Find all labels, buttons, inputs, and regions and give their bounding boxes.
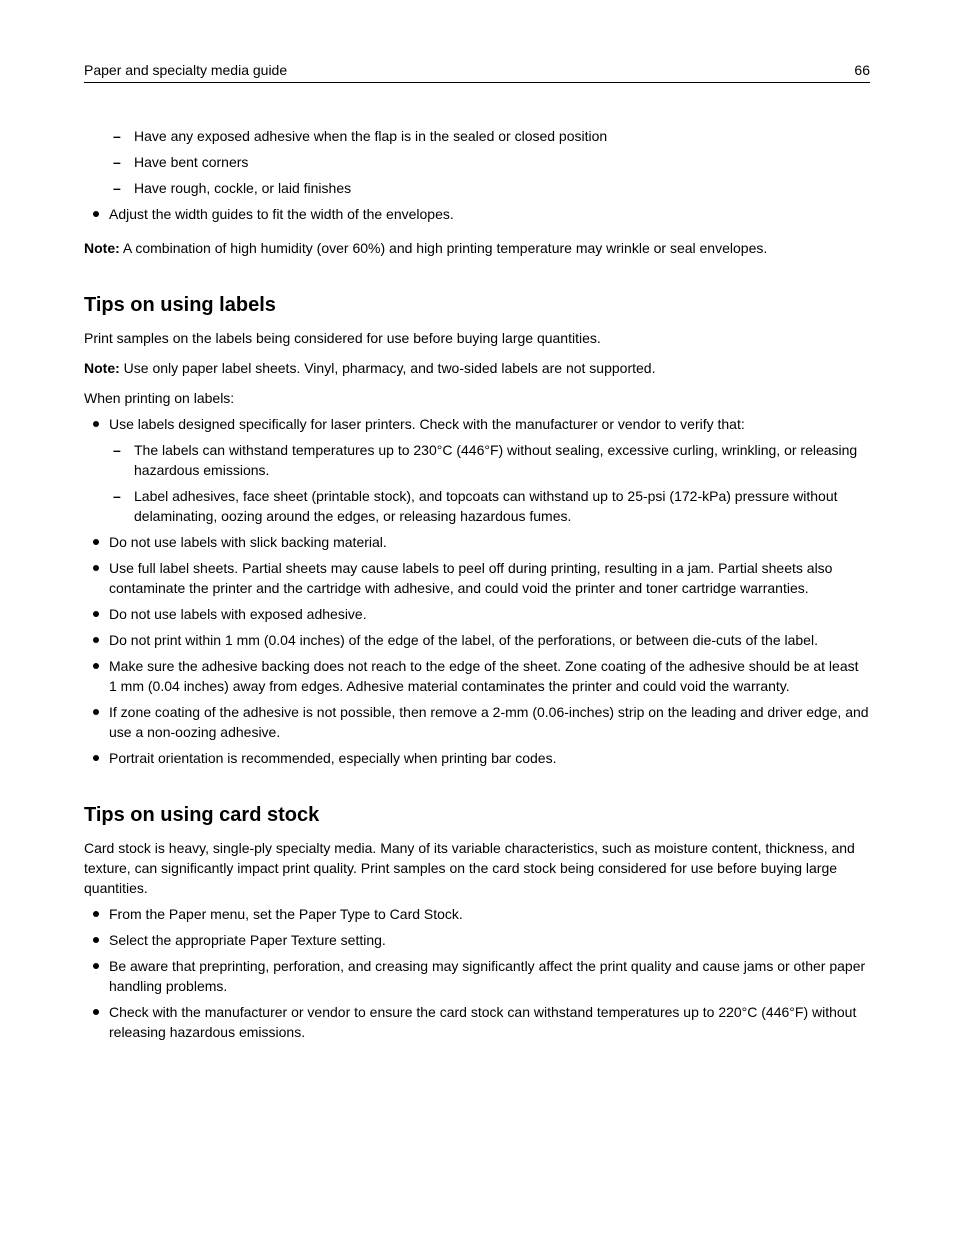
list-item: Be aware that preprinting, perforation, and creasing may significantly affect the print quality and cause jams or other paper handling problems. [84,956,870,996]
list-item: – Have bent corners [84,152,870,172]
envelope-dash-list [84,126,870,198]
note-text: Use only paper label sheets. Vinyl, pharmacy, and two-sided labels are not supported. [119,360,656,376]
envelope-bullet-list [84,204,870,224]
list-item: – The labels can withstand temperatures up to 230°C (446°F) without sealing, excessive curling, wrinkling, or releasing hazardous emissions. [109,440,870,480]
list-item: Make sure the adhesive backing does not reach to the edge of the sheet. Zone coating of the adhesive should be at least 1 mm (0.04 inches) away from edges. Adhesive material contaminates the printer and could void the warranty. [84,656,870,696]
list-item-text: Use labels designed specifically for laser printers. Check with the manufacturer or vendor to verify that: [109,416,745,432]
labels-intro: Print samples on the labels being considered for use before buying large quantities. [84,330,601,346]
labels-sub-dash-list [109,440,870,526]
labels-lead-in: When printing on labels: [84,390,235,406]
note-label: Note: [84,360,120,376]
list-item: From the Paper menu, set the Paper Type to Card Stock. [84,904,870,924]
labels-note [84,358,870,378]
cardstock-intro: Card stock is heavy, single-ply specialty media. Many of its variable characteristics, such as moisture content, thickness, and texture, can significantly impact print quality. Print samples on the card stock being considered for use before buying large quantities. [84,840,855,896]
page-number: 66 [854,62,870,78]
list-item: Do not use labels with exposed adhesive. [84,604,870,624]
list-item: – Have rough, cockle, or laid finishes [84,178,870,198]
note-label: Note: [84,240,120,256]
list-item: Do not print within 1 mm (0.04 inches) of the edge of the label, of the perforations, or between die-cuts of the label. [84,630,870,650]
list-item: Do not use labels with slick backing material. [84,532,870,552]
list-item: If zone coating of the adhesive is not possible, then remove a 2-mm (0.06-inches) strip on the leading and driver edge, and use a non-oozing adhesive. [84,702,870,742]
list-item [84,414,870,526]
labels-heading: Tips on using labels [84,294,276,316]
page-content [84,126,870,1048]
labels-bullet-list [84,414,870,768]
list-item: Check with the manufacturer or vendor to ensure the card stock can withstand temperatures up to 220°C (446°F) without releasing hazardous emissions. [84,1002,870,1042]
list-item: Adjust the width guides to fit the width of the envelopes. [84,204,870,224]
cardstock-heading: Tips on using card stock [84,804,320,826]
header-title: Paper and specialty media guide [84,62,288,78]
list-item: – Have any exposed adhesive when the flap is in the sealed or closed position [84,126,870,146]
note-text: A combination of high humidity (over 60%) and high printing temperature may wrinkle or seal envelopes. [119,240,768,256]
list-item: – Label adhesives, face sheet (printable stock), and topcoats can withstand up to 25-psi (172-kPa) pressure without delaminating, oozing around the edges, or releasing hazardous fumes. [109,486,870,526]
envelope-note [84,238,870,258]
list-item: Use full label sheets. Partial sheets may cause labels to peel off during printing, resulting in a jam. Partial sheets also contaminate the printer and the cartridge with adhesive, and could void the printer and toner cartridge warranties. [84,558,870,598]
list-item: Portrait orientation is recommended, especially when printing bar codes. [84,748,870,768]
cardstock-bullet-list [84,904,870,1042]
running-header [84,60,870,83]
list-item: Select the appropriate Paper Texture setting. [84,930,870,950]
